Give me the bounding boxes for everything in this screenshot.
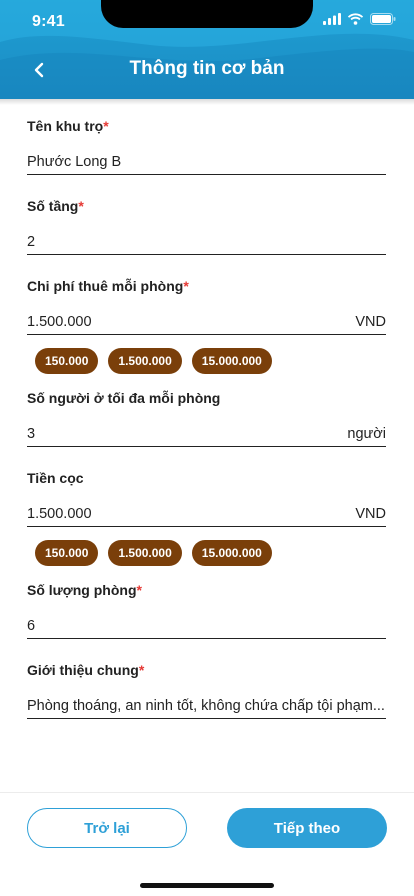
field-rent <box>27 278 386 368</box>
field-label: Số lượng phòng* <box>27 582 142 598</box>
deposit-chip[interactable]: 1.500.000 <box>108 540 181 566</box>
deposit-input[interactable] <box>27 502 386 527</box>
device-notch <box>101 0 313 28</box>
currency-unit: VND <box>355 506 386 522</box>
field-label: Giới thiệu chung* <box>27 662 145 678</box>
field-intro <box>27 662 386 714</box>
rent-input[interactable] <box>27 310 386 335</box>
header-shadow <box>0 99 414 105</box>
deposit-input-value: 1.500.000 <box>27 506 92 522</box>
field-floors <box>27 198 386 250</box>
field-label: Số người ở tối đa mỗi phòng <box>27 390 221 406</box>
wifi-icon <box>347 13 364 25</box>
battery-icon <box>370 13 396 25</box>
field-name <box>27 118 386 170</box>
max-people-input-value: 3 <box>27 426 36 442</box>
next-step-button[interactable]: Tiếp theo <box>227 808 387 848</box>
deposit-quick-amounts <box>35 540 272 566</box>
signal-icon <box>323 13 341 25</box>
field-max-people <box>27 390 386 442</box>
floors-input[interactable] <box>27 230 386 255</box>
people-unit: người <box>347 426 386 442</box>
max-people-input[interactable] <box>27 422 386 447</box>
field-label: Số tầng* <box>27 198 84 214</box>
currency-unit: VND <box>355 314 386 330</box>
rent-quick-amounts <box>35 348 272 374</box>
page-title: Thông tin cơ bản <box>129 58 285 79</box>
app-header <box>0 0 414 99</box>
rent-chip[interactable]: 1.500.000 <box>108 348 181 374</box>
field-label: Tên khu trọ* <box>27 118 109 134</box>
rent-chip[interactable]: 150.000 <box>35 348 98 374</box>
status-icons <box>323 13 396 25</box>
back-step-button[interactable]: Trở lại <box>27 808 187 848</box>
field-label: Chi phí thuê mỗi phòng* <box>27 278 189 294</box>
footer-divider <box>0 792 414 793</box>
deposit-chip[interactable]: 15.000.000 <box>192 540 272 566</box>
field-rooms <box>27 582 386 634</box>
intro-input-value: Phòng thoáng, an ninh tốt, không chứa chấp tội phạm... <box>27 698 385 714</box>
name-input-value: Phước Long B <box>27 154 122 170</box>
intro-input[interactable] <box>27 694 386 719</box>
rent-chip[interactable]: 15.000.000 <box>192 348 272 374</box>
rooms-input[interactable] <box>27 614 386 639</box>
required-mark: * <box>103 118 109 134</box>
field-deposit <box>27 470 386 560</box>
required-mark: * <box>183 278 189 294</box>
home-indicator <box>140 883 274 888</box>
required-mark: * <box>78 198 84 214</box>
rooms-input-value: 6 <box>27 618 36 634</box>
required-mark: * <box>138 662 145 678</box>
name-input[interactable] <box>27 150 386 175</box>
required-mark: * <box>136 582 142 598</box>
floors-input-value: 2 <box>27 234 36 250</box>
deposit-chip[interactable]: 150.000 <box>35 540 98 566</box>
field-label: Tiền cọc <box>27 470 84 486</box>
status-time: 9:41 <box>32 13 65 30</box>
rent-input-value: 1.500.000 <box>27 314 92 330</box>
